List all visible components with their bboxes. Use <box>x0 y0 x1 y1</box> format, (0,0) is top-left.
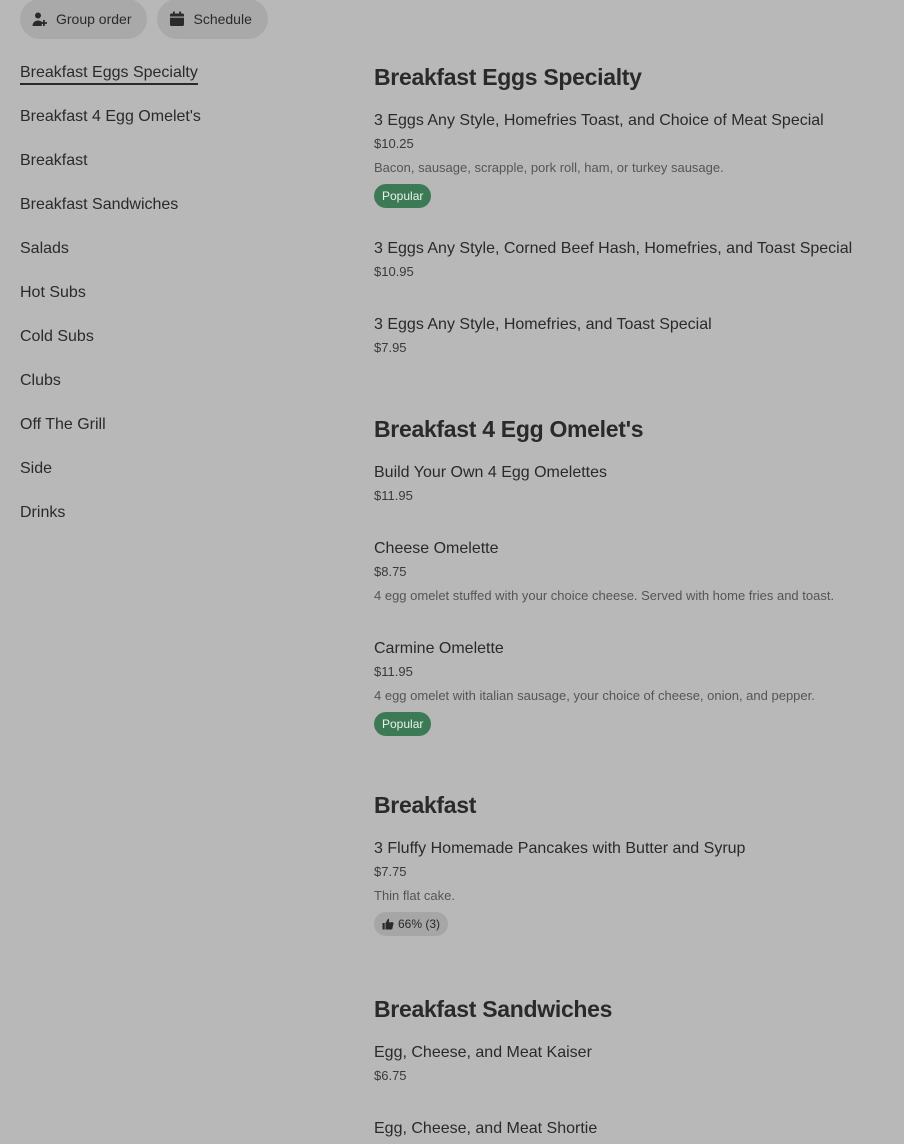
sidebar-item-label: Clubs <box>20 372 61 389</box>
item-price: $11.95 <box>374 488 413 503</box>
menu-item[interactable] <box>374 538 904 605</box>
item-name: Egg, Cheese, and Meat Shortie <box>374 1120 598 1137</box>
menu-section-breakfast-eggs-specialty <box>374 64 904 91</box>
sidebar-item-label: Breakfast 4 Egg Omelet's <box>20 108 201 125</box>
menu-item[interactable] <box>374 238 904 281</box>
calendar-icon <box>169 11 185 27</box>
item-price: $7.95 <box>374 340 407 355</box>
sidebar-item-breakfast-eggs-specialty[interactable] <box>20 58 340 102</box>
item-name: Cheese Omelette <box>374 540 499 557</box>
sidebar-item-clubs[interactable] <box>20 366 340 410</box>
sidebar-item-side[interactable] <box>20 454 340 498</box>
category-sidebar <box>20 58 340 542</box>
item-price: $11.95 <box>374 664 413 679</box>
item-name: 3 Eggs Any Style, Homefries, and Toast Special <box>374 316 712 333</box>
sidebar-item-label: Side <box>20 460 53 477</box>
sidebar-item-label: Breakfast Eggs Specialty <box>20 64 198 85</box>
menu-section-breakfast-4-egg-omelets <box>374 416 904 443</box>
item-name: Egg, Cheese, and Meat Kaiser <box>374 1044 592 1061</box>
menu-item[interactable] <box>374 1118 904 1140</box>
schedule-label: Schedule <box>193 11 252 27</box>
group-order-button[interactable] <box>20 0 147 39</box>
item-description: Bacon, sausage, scrapple, pork roll, ham, or turkey sausage. <box>374 160 724 175</box>
item-price: $10.95 <box>374 264 414 279</box>
item-name: 3 Fluffy Homemade Pancakes with Butter and Syrup <box>374 840 746 857</box>
menu-section-breakfast <box>374 792 904 819</box>
group-order-label: Group order <box>56 11 132 27</box>
rating-text: 66% (3) <box>398 917 441 931</box>
item-name: Build Your Own 4 Egg Omelettes <box>374 464 608 481</box>
sidebar-item-label: Breakfast <box>20 152 88 169</box>
sidebar-item-breakfast-sandwiches[interactable] <box>20 190 340 234</box>
popular-badge: Popular <box>374 712 431 736</box>
rating-badge <box>374 912 448 936</box>
sidebar-item-label: Off The Grill <box>20 416 106 433</box>
section-title: Breakfast <box>374 792 477 818</box>
sidebar-item-label: Breakfast Sandwiches <box>20 196 179 213</box>
item-name: 3 Eggs Any Style, Corned Beef Hash, Homefries, and Toast Special <box>374 240 853 257</box>
item-price: $8.75 <box>374 564 407 579</box>
sidebar-item-breakfast[interactable] <box>20 146 340 190</box>
sidebar-item-label: Cold Subs <box>20 328 94 345</box>
sidebar-item-drinks[interactable] <box>20 498 340 542</box>
item-description: 4 egg omelet with italian sausage, your choice of cheese, onion, and pepper. <box>374 688 815 703</box>
section-title: Breakfast Eggs Specialty <box>374 64 642 90</box>
sidebar-item-hot-subs[interactable] <box>20 278 340 322</box>
item-name: 3 Eggs Any Style, Homefries Toast, and Choice of Meat Special <box>374 112 824 129</box>
sidebar-item-label: Drinks <box>20 504 66 521</box>
popular-badge: Popular <box>374 184 431 208</box>
sidebar-item-label: Salads <box>20 240 69 257</box>
person-add-icon <box>32 11 48 27</box>
menu-item[interactable] <box>374 314 904 357</box>
item-name: Carmine Omelette <box>374 640 504 657</box>
section-title: Breakfast Sandwiches <box>374 996 613 1022</box>
menu-item[interactable] <box>374 638 904 736</box>
item-description: Thin flat cake. <box>374 888 455 903</box>
sidebar-item-label: Hot Subs <box>20 284 86 301</box>
sidebar-item-cold-subs[interactable] <box>20 322 340 366</box>
sidebar-item-salads[interactable] <box>20 234 340 278</box>
item-price: $10.25 <box>374 136 414 151</box>
menu-item[interactable] <box>374 838 904 936</box>
item-price: $6.75 <box>374 1068 407 1083</box>
menu-item[interactable] <box>374 110 904 208</box>
schedule-button[interactable] <box>157 0 267 39</box>
section-title: Breakfast 4 Egg Omelet's <box>374 416 644 442</box>
menu-item[interactable] <box>374 1042 904 1085</box>
menu-section-breakfast-sandwiches <box>374 996 904 1023</box>
menu-item[interactable] <box>374 462 904 505</box>
top-actions <box>20 0 268 40</box>
sidebar-item-breakfast-4-egg-omelets[interactable] <box>20 102 340 146</box>
item-description: 4 egg omelet stuffed with your choice cheese. Served with home fries and toast. <box>374 588 835 603</box>
thumbs-up-icon <box>382 918 394 930</box>
sidebar-item-off-the-grill[interactable] <box>20 410 340 454</box>
item-price: $7.75 <box>374 864 407 879</box>
